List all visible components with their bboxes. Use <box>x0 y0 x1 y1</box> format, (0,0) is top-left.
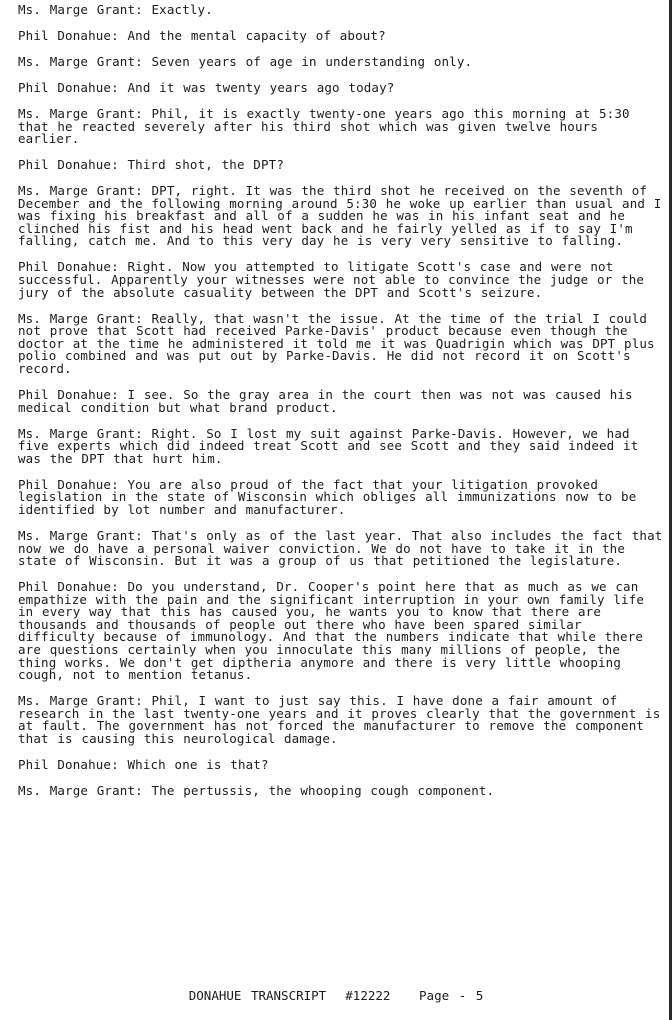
speech-text: Exactly. <box>151 2 213 17</box>
transcript-paragraph <box>18 425 666 466</box>
footer-transcript-number: #12222 <box>345 988 391 1003</box>
speaker-name: Phil Donahue: <box>18 79 119 95</box>
speaker-name: Ms. Marge Grant: <box>18 693 143 709</box>
speaker-name: Phil Donahue: <box>18 756 119 772</box>
speaker-name: Ms. Marge Grant: <box>18 425 143 441</box>
footer-title: DONAHUE TRANSCRIPT <box>188 988 327 1003</box>
speaker-name: Phil Donahue: <box>18 157 119 173</box>
transcript-paragraph <box>18 782 666 798</box>
speech-text: Third shot, the DPT? <box>127 157 284 173</box>
transcript-paragraph <box>18 105 666 147</box>
speaker-name: Ms. Marge Grant: <box>18 183 143 199</box>
speech-text: Do you understand, Dr. Cooper's point here that as much as we can empathize with the pain and the significant interruption in your own family life in every way that this has caused you, he wants you to know that there are thousands and thousands of people out there who have been spared similar difficulty because of immunology. And that the numbers indicate that while there are questions certainly when you innoculate this many millions of people, the thing works. We don't get diptheria anymore and there is very little whooping cough, not to mention tetanus. <box>18 579 645 683</box>
speaker-name: Phil Donahue: <box>18 476 119 492</box>
transcript-paragraph <box>18 581 666 682</box>
speech-text: DPT, right. It was the third shot he received on the seventh of December and the following morning around 5:30 he woke up earlier than usual and I was fixing his breakfast and all of a sudden he was in his infant seat and he clinched his fist and his head went back and he fairly yelled as if to say I'm falling, catch me. And to this very day he is very very sensitive to falling. <box>18 183 662 249</box>
transcript-paragraph <box>18 476 666 517</box>
transcript-paragraph <box>18 185 666 248</box>
transcript-paragraph <box>18 27 666 43</box>
speech-text: Phil, it is exactly twenty-one years ago this morning at 5:30 that he reacted severely after his third shot which was given twelve hours earlier. <box>18 105 630 147</box>
transcript-paragraph <box>18 386 666 415</box>
transcript-body <box>18 4 666 798</box>
speaker-name: Phil Donahue: <box>18 579 119 595</box>
speaker-name: Ms. Marge Grant: <box>18 310 143 326</box>
transcript-paragraph <box>18 261 666 299</box>
footer-page-number: - 5 <box>458 988 484 1003</box>
speech-text: And the mental capacity of about? <box>127 27 386 43</box>
speaker-name: Ms. Marge Grant: <box>18 2 143 17</box>
transcript-paragraph <box>18 310 666 376</box>
speaker-name: Phil Donahue: <box>18 259 119 275</box>
transcript-paragraph <box>18 695 666 745</box>
speech-text: Right. Now you attempted to litigate Scott's case and were not successful. Apparently your witnesses were not able to convince the judge or the jury of the absolute casuality between the DPT and Scott's seizure. <box>18 259 645 300</box>
speaker-name: Ms. Marge Grant: <box>18 53 143 69</box>
transcript-paragraph <box>18 527 666 569</box>
speech-text: That's only as of the last year. That also includes the fact that now we do have a personal waiver conviction. We do not have to take it in the state of Wisconsin. But it was a group of us that petitioned the legislature. <box>18 527 663 569</box>
transcript-paragraph <box>18 4 666 17</box>
transcript-paragraph <box>18 79 666 95</box>
speech-text: Seven years of age in understanding only. <box>151 53 473 69</box>
speaker-name: Ms. Marge Grant: <box>18 527 143 543</box>
speech-text: Phil, I want to just say this. I have done a fair amount of research in the last twenty-one years and it proves clearly that the government is at fault. The government has not forced the manufacturer to remove the component that is causing this neurological damage. <box>18 693 661 746</box>
speaker-name: Phil Donahue: <box>18 27 119 43</box>
transcript-paragraph <box>18 53 666 69</box>
speech-text: The pertussis, the whooping cough component. <box>151 782 495 798</box>
transcript-paragraph <box>18 756 666 772</box>
speaker-name: Phil Donahue: <box>18 386 119 402</box>
page-footer <box>0 988 672 1003</box>
speaker-name: Ms. Marge Grant: <box>18 782 143 798</box>
footer-page-label: Page <box>419 988 450 1003</box>
transcript-paragraph <box>18 159 666 172</box>
speech-text: Really, that wasn't the issue. At the time of the trial I could not prove that Scott had received Parke-Davis' product because even though the doctor at the time he administered it told me it was Quadrigin which was DPT plus polio combined and was put out by Parke-Davis. He did not record it on Scott's record. <box>18 310 655 376</box>
speech-text: And it was twenty years ago today? <box>127 79 395 95</box>
speech-text: I see. So the gray area in the court then was not was caused his medical condition but what brand product. <box>18 386 633 415</box>
speech-text: Which one is that? <box>127 756 269 772</box>
speech-text: Right. So I lost my suit against Parke-Davis. However, we had five experts which did indeed treat Scott and see Scott and they said indeed it was the DPT that hurt him. <box>18 425 639 466</box>
speaker-name: Ms. Marge Grant: <box>18 105 143 121</box>
speech-text: You are also proud of the fact that your litigation provoked legislation in the state of Wisconsin which obliges all immunizations now to be identified by lot number and manufacturer. <box>18 476 637 517</box>
